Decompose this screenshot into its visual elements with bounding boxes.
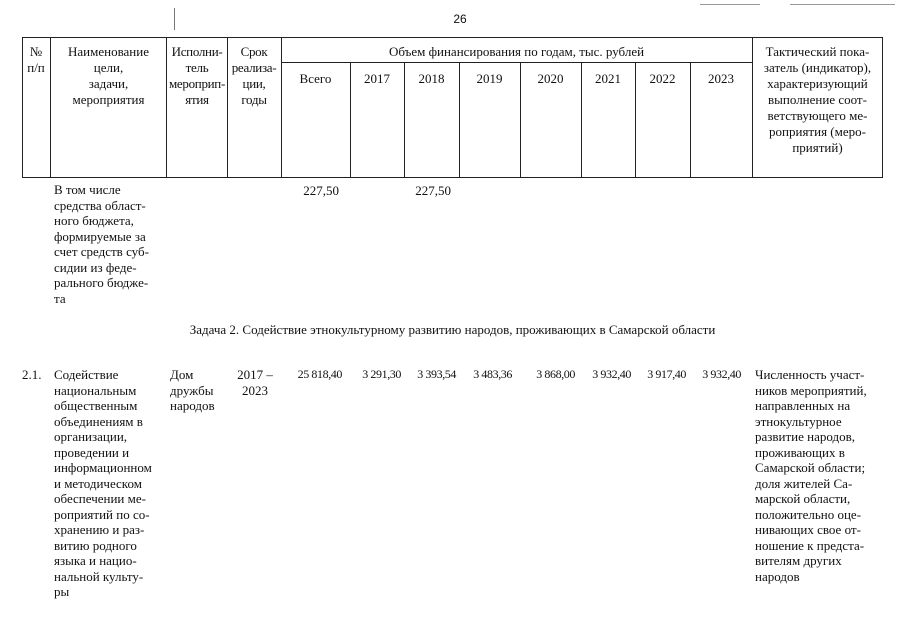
- row-2-1-2023: 3 932,40: [702, 367, 741, 381]
- scan-mark: [790, 4, 895, 5]
- header-name: Наименование цели, задачи, мероприятия: [68, 44, 149, 107]
- header-year-2018: 2018: [418, 71, 445, 86]
- header-term: Срок реализа- ции, годы: [231, 44, 277, 107]
- header-year-2021: 2021: [595, 71, 621, 86]
- subsidy-total: 227,50: [303, 183, 339, 198]
- header-year-2019: 2019: [476, 71, 503, 86]
- row-2-1-num: 2.1.: [22, 367, 42, 382]
- page-number: 26: [453, 12, 467, 26]
- row-2-1-2022: 3 917,40: [647, 367, 686, 381]
- subsidy-name: В том числе средства област- ного бюджета, формируемые за счет средств суб- сидии из феде- рального бюдже- та: [54, 182, 149, 306]
- row-2-1-name: Содействие национальным общественным объединениям в организации, проведении и информационном и методическом обеспечении ме- роприятий по со- хранению и раз- витию родного языка и нацио- нальной культу- ры: [54, 367, 152, 599]
- header-year-2020: 2020: [537, 71, 564, 86]
- subsidy-2018: 227,50: [415, 183, 451, 198]
- header-total: Всего: [299, 71, 332, 86]
- row-2-1-2021: 3 932,40: [592, 367, 631, 381]
- row-2-1-2019: 3 483,36: [473, 367, 512, 381]
- scan-mark: [174, 8, 175, 30]
- header-year-2017: 2017: [364, 71, 390, 86]
- row-2-1-2018: 3 393,54: [417, 367, 456, 381]
- header-year-2022: 2022: [649, 71, 676, 86]
- header-year-2023: 2023: [708, 71, 734, 86]
- header-num: № п/п: [27, 44, 45, 75]
- row-2-1-total: 25 818,40: [297, 367, 342, 381]
- row-2-1-2017: 3 291,30: [362, 367, 401, 381]
- row-2-1-executor: Дом дружбы народов: [170, 367, 215, 413]
- row-2-1-2020: 3 868,00: [536, 367, 575, 381]
- header-executor: Исполни- тель мероприп- ятия: [169, 44, 225, 107]
- row-2-1-indicator: Численность участ- ников мероприятий, направленных на этнокультурное развитие народов, проживающих в Самарской области; доля жителей Са- марской области, положительно оце- нивающих свое от- ношение к предста- вителям других народов: [755, 367, 867, 584]
- row-2-1-term: 2017 – 2023: [237, 367, 273, 398]
- header-financing-title: Объем финансирования по годам, тыс. рублей: [388, 44, 645, 59]
- header-indicator: Тактический пока- затель (индикатор), характеризующий выполнение соот- ветствующего ме- роприятия (меро- приятий): [763, 44, 872, 155]
- task-title: Задача 2. Содействие этнокультурному развитию народов, проживающих в Самарской области: [189, 322, 716, 337]
- scan-mark: [700, 4, 760, 5]
